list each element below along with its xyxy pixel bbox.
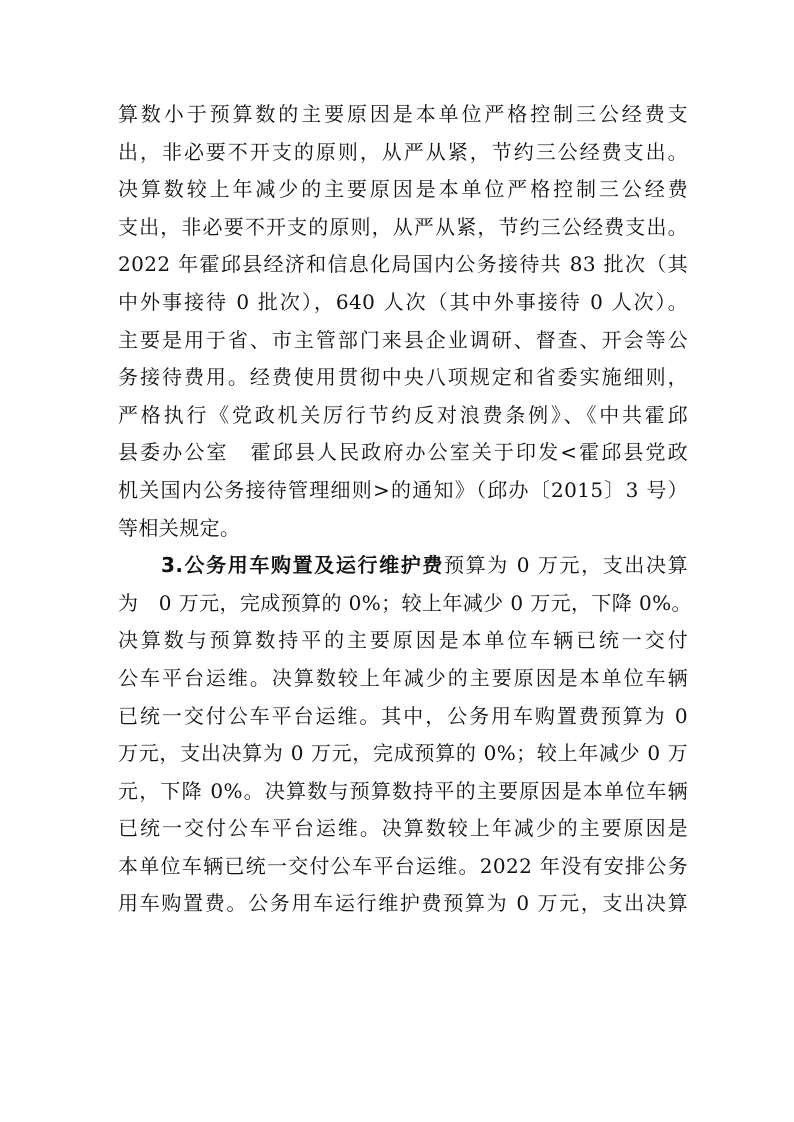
- text-line: 严格执行《党政机关厉行节约反对浪费条例》、《中共霍邱: [118, 402, 688, 427]
- text-line: 务接待费用。经费使用贯彻中央八项规定和省委实施细则，: [118, 365, 688, 390]
- section-3-first-line-text: 预算为 0 万元，支出决算: [443, 553, 688, 578]
- text-line: 县委办公室 霍邱县人民政府办公室关于印发<霍邱县党政: [118, 440, 688, 465]
- text-line: 决算数较上年减少的主要原因是本单位严格控制三公经费: [118, 177, 688, 202]
- text-line: 出，非必要不开支的原则，从严从紧，节约三公经费支出。: [118, 139, 688, 164]
- text-line: 中外事接待 0 批次），640 人次（其中外事接待 0 人次）。: [118, 289, 688, 314]
- text-line: 元，下降 0%。决算数与预算数持平的主要原因是本单位车辆: [118, 778, 688, 803]
- section-3-first-line: [118, 547, 688, 585]
- text-line: 支出，非必要不开支的原则，从严从紧，节约三公经费支出。: [118, 214, 688, 239]
- text-line: 用车购置费。公务用车运行维护费预算为 0 万元，支出决算: [118, 891, 688, 916]
- section-3-heading: 3.公务用车购置及运行维护费: [161, 553, 444, 578]
- text-line: 决算数与预算数持平的主要原因是本单位车辆已统一交付: [118, 628, 688, 653]
- text-line: 机关国内公务接待管理细则>的通知》（邱办〔2015〕3 号）: [118, 477, 688, 502]
- text-line: 已统一交付公车平台运维。其中，公务用车购置费预算为 0: [118, 703, 688, 728]
- text-line: 万元，支出决算为 0 万元，完成预算的 0%；较上年减少 0 万: [118, 741, 688, 766]
- text-line: 公车平台运维。决算数较上年减少的主要原因是本单位车辆: [118, 665, 688, 690]
- text-line: 已统一交付公车平台运维。决算数较上年减少的主要原因是: [118, 816, 688, 841]
- text-line: 主要是用于省、市主管部门来县企业调研、督查、开会等公: [118, 327, 688, 352]
- text-line: 本单位车辆已统一交付公车平台运维。2022 年没有安排公务: [118, 853, 688, 878]
- text-line: 为 0 万元，完成预算的 0%；较上年减少 0 万元，下降 0%。: [118, 590, 692, 615]
- body-text: [118, 96, 692, 923]
- text-line: 2022 年霍邱县经济和信息化局国内公务接待共 83 批次（其: [118, 252, 688, 277]
- text-line: 算数小于预算数的主要原因是本单位严格控制三公经费支: [118, 102, 688, 126]
- text-line: 等相关规定。: [118, 515, 241, 540]
